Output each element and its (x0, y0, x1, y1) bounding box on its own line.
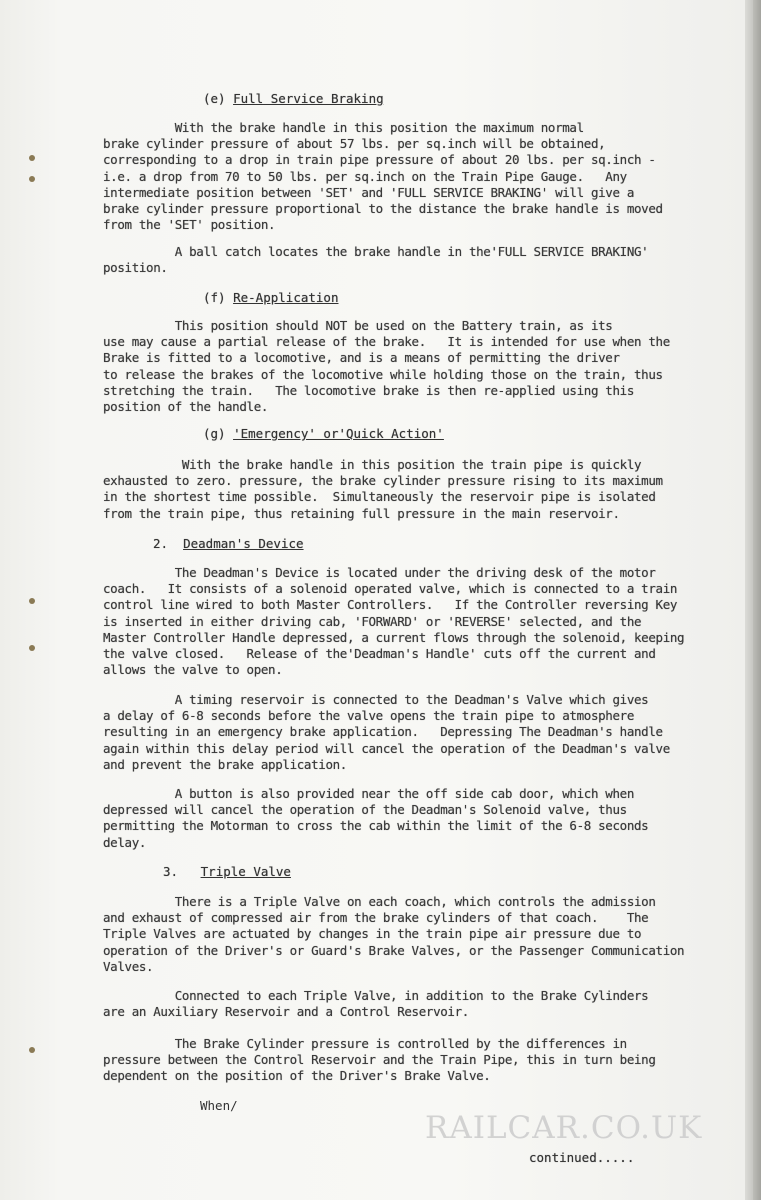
paragraph: A button is also provided near the off side cab door, which when depressed will cancel the operation of the Deadman's Solenoid valve, thus permitting the Motorman to cross the cab within the limit of the 6-8 seconds delay. (103, 786, 649, 850)
punch-hole (29, 1047, 35, 1053)
punch-hole (29, 176, 35, 182)
section-heading-g: (g) 'Emergency' or'Quick Action' (203, 426, 444, 441)
catchword: When/ (200, 1098, 238, 1113)
section-heading-e: (e) Full Service Braking (203, 91, 384, 106)
section-heading-deadman: 2. Deadman's Device (153, 536, 304, 551)
paragraph: Connected to each Triple Valve, in addition to the Brake Cylinders are an Auxiliary Reservoir and a Control Reservoir. (103, 988, 649, 1020)
paragraph: With the brake handle in this position the train pipe is quickly exhausted to zero. pressure, the brake cylinder pressure rising to its maximum in the shortest time possible. Simultaneously the reservoir pipe is isolated from the train pipe, thus retaining full pressure in the main reservoir. (103, 457, 663, 521)
paragraph: The Brake Cylinder pressure is controlled by the differences in pressure between the Control Reservoir and the Train Pipe, this in turn being dependent on the position of the Driver's Brake Valve. (103, 1036, 656, 1084)
paragraph: With the brake handle in this position the maximum normal brake cylinder pressure of about 57 lbs. per sq.inch will be obtained, corresponding to a drop in train pipe pressure of about 20 lbs. per sq.inch - i.e. a drop from 70 to 50 lbs. per sq.inch on the Train Pipe Gauge. Any intermediate position between 'SET' and 'FULL SERVICE BRAKING' will give a brake cylinder pressure proportional to the distance the brake handle is moved from the 'SET' position. (103, 120, 663, 233)
punch-hole (29, 155, 35, 161)
paragraph: There is a Triple Valve on each coach, which controls the admission and exhaust of compressed air from the brake cylinders of that coach. The Triple Valves are actuated by changes in the train pipe air pressure due to operation of the Driver's or Guard's Brake Valves, or the Passenger Communication Valves. (103, 894, 685, 974)
punch-hole (29, 645, 35, 651)
stacked-page-edge (753, 0, 761, 1200)
paragraph: The Deadman's Device is located under the driving desk of the motor coach. It consists of a solenoid operated valve, which is connected to a train control line wired to both Master Controllers. If the Controller reversing Key is inserted in either driving cab, 'FORWARD' or 'REVERSE' selected, and the Master Controller Handle depressed, a current flows through the solenoid, keeping the valve closed. Release of the'Deadman's Handle' cuts off the current and allows the valve to open. (103, 565, 685, 678)
section-heading-triple-valve: 3. Triple Valve (163, 864, 291, 879)
watermark: RAILCAR.CO.UK (425, 1110, 703, 1146)
paragraph: A ball catch locates the brake handle in the'FULL SERVICE BRAKING' position. (103, 244, 649, 276)
paragraph: This position should NOT be used on the Battery train, as its use may cause a partial release of the brake. It is intended for use when the Brake is fitted to a locomotive, and is a means of permitting the driver to release the brakes of the locomotive while holding those on the train, thus stretching the train. The locomotive brake is then re-applied using this position of the handle. (103, 318, 670, 415)
continued-footer: continued..... (529, 1150, 635, 1165)
section-heading-f: (f) Re-Application (203, 290, 339, 305)
stacked-page-edge (745, 0, 753, 1200)
punch-hole (29, 598, 35, 604)
paragraph: A timing reservoir is connected to the Deadman's Valve which gives a delay of 6-8 seconds before the valve opens the train pipe to atmosphere resulting in an emergency brake application. Depressing The Deadman's handle again within this delay period will cancel the operation of the Deadman's valve and prevent the brake application. (103, 692, 670, 772)
